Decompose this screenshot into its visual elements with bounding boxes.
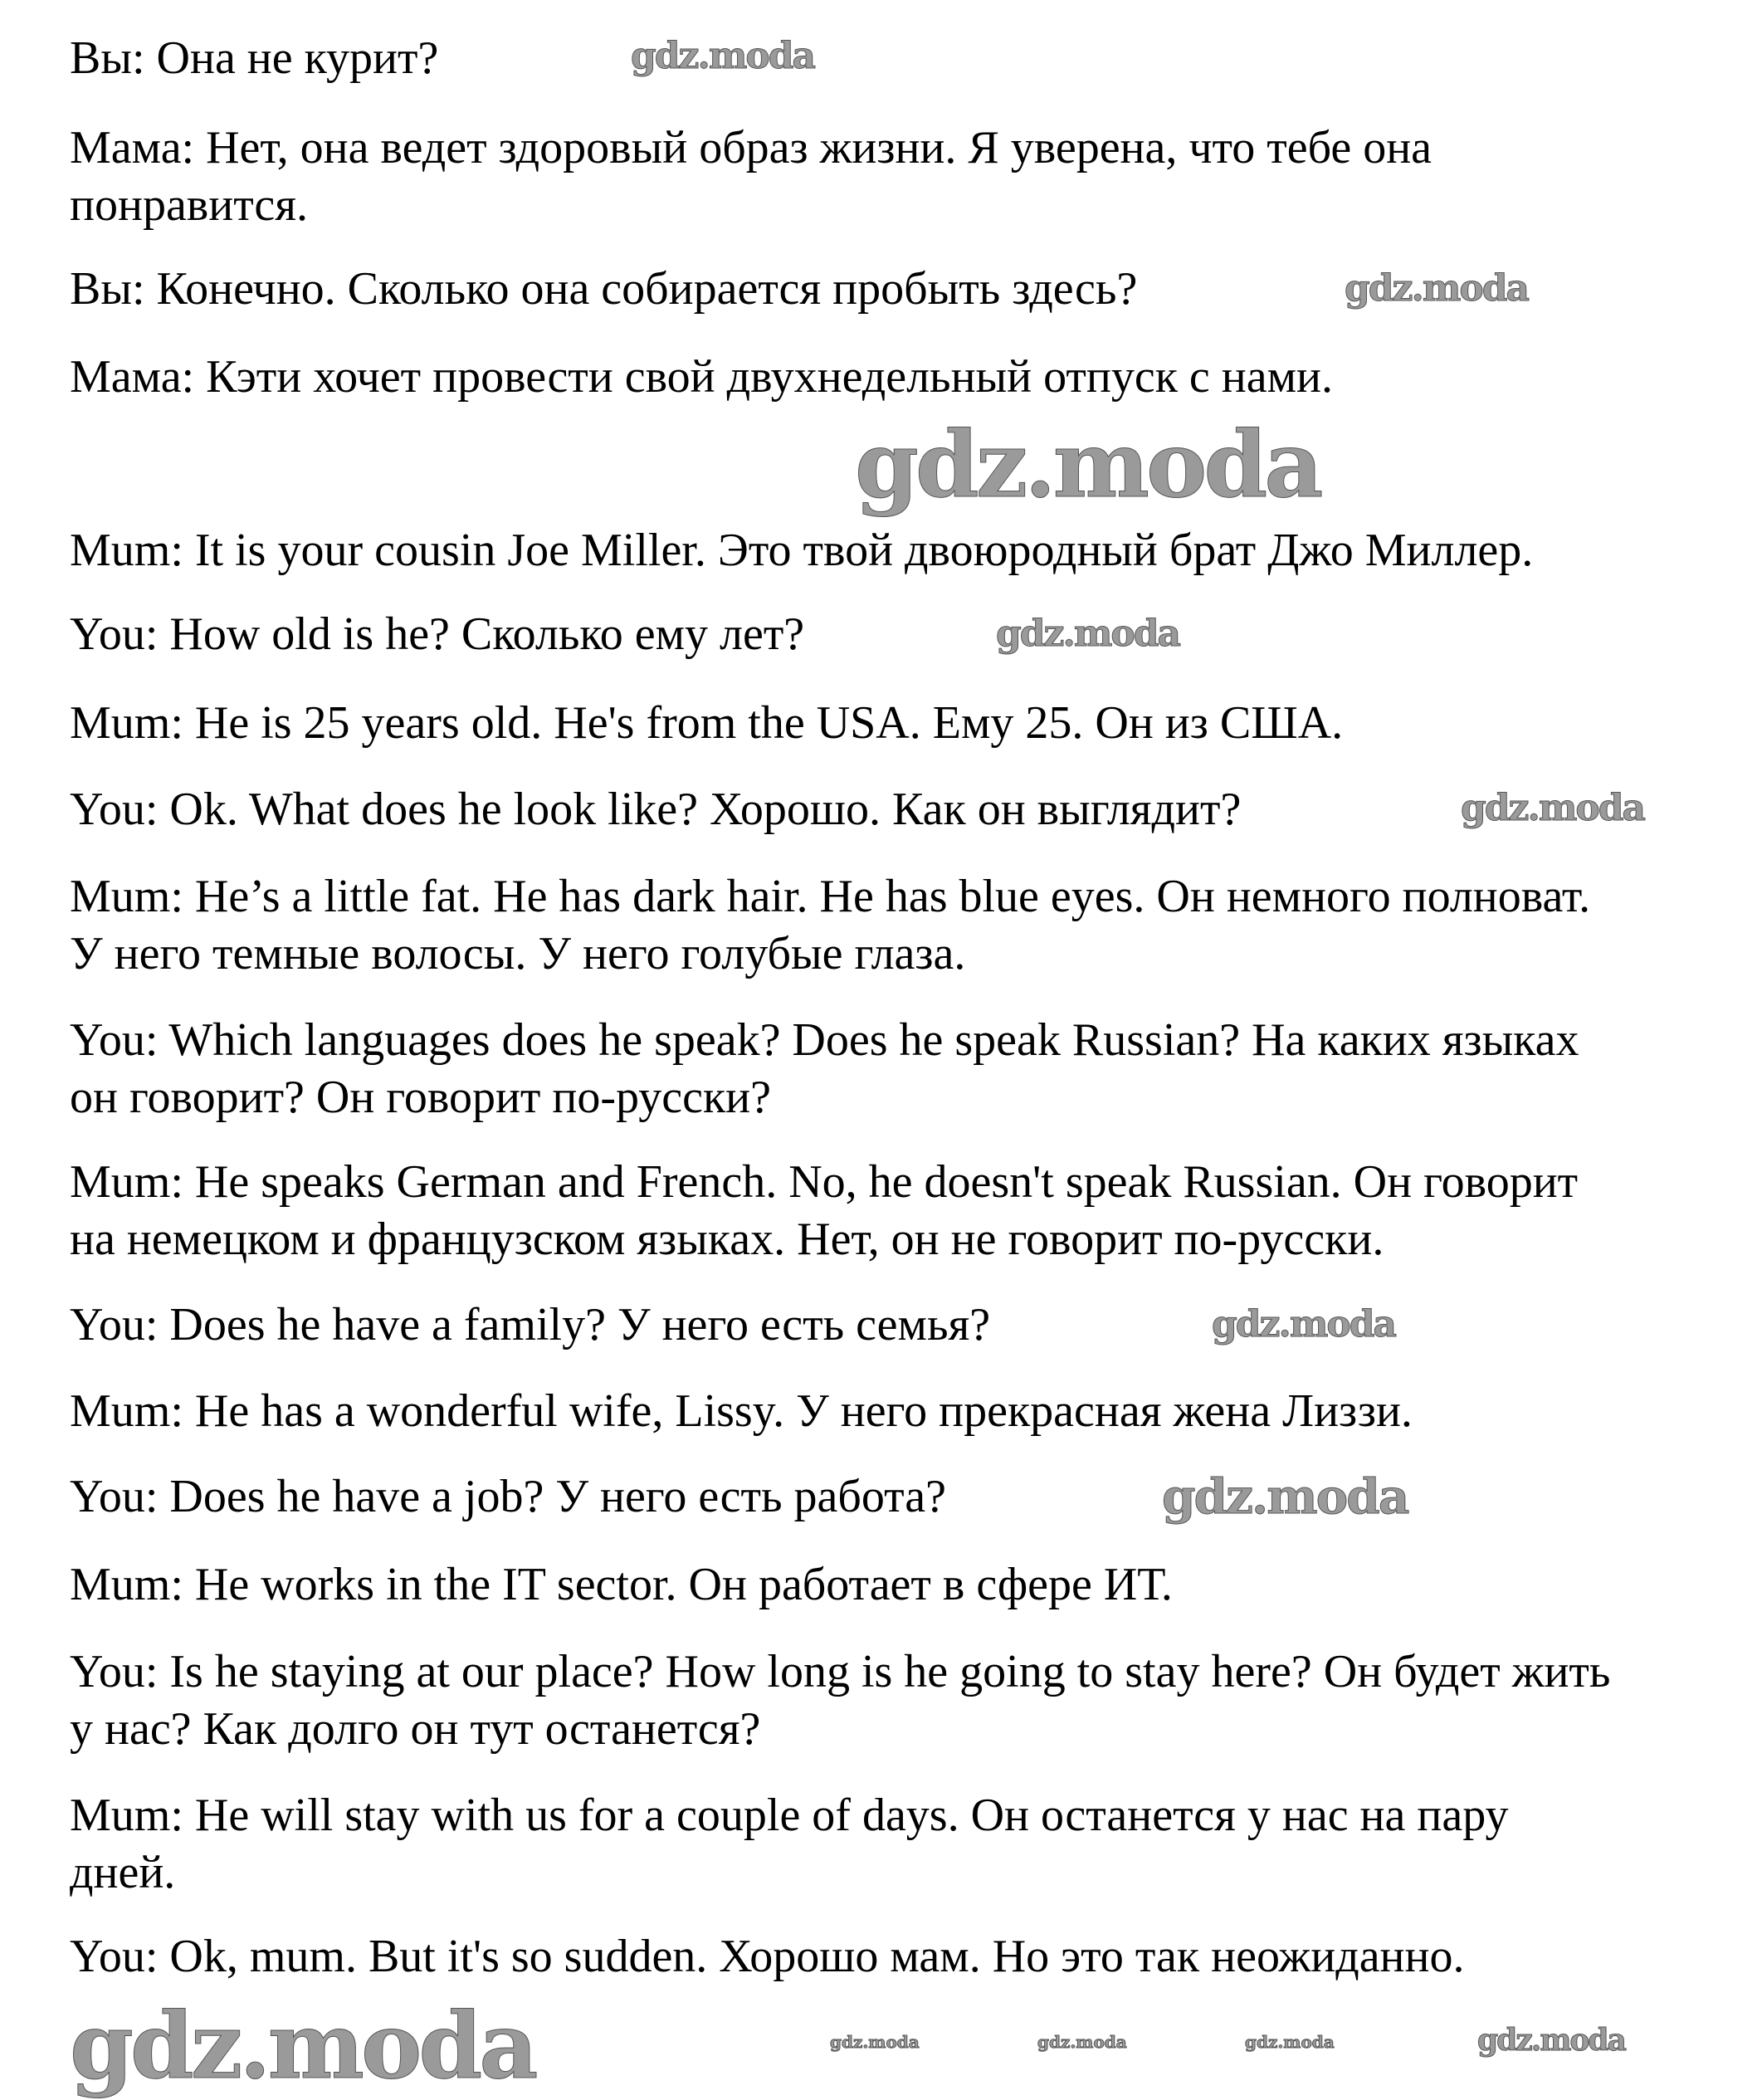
- text-line: Mum: He has a wonderful wife, Lissy. У него прекрасная жена Лиззи.: [70, 1385, 1413, 1437]
- text-line: You: Does he have a job? У него есть работа?: [70, 1471, 946, 1522]
- text-line: You: Ok, mum. But it's so sudden. Хорошо мам. Но это так неожиданно.: [70, 1931, 1465, 1982]
- text-line: Мама: Нет, она ведет здоровый образ жизни. Я уверена, что тебе она: [70, 122, 1433, 173]
- text-line: You: How old is he? Сколько ему лет?: [70, 608, 805, 660]
- text-line: Вы: Конечно. Сколько она собирается пробыть здесь?: [70, 263, 1138, 315]
- text-line: Mum: He speaks German and French. No, he doesn't speak Russian. Он говорит: [70, 1156, 1579, 1208]
- watermark-logo: gdz.moda: [855, 411, 1320, 518]
- dialogue-line: [70, 1012, 1579, 1126]
- text-line: на немецком и французском языках. Нет, он не говорит по-русски.: [70, 1214, 1384, 1265]
- watermark-logo: gdz.moda: [1162, 1468, 1408, 1525]
- dialogue-line: [70, 868, 1590, 983]
- text-line: у нас? Как долго он тут останется?: [70, 1703, 761, 1755]
- dialogue-line: [70, 261, 1137, 318]
- dialogue-line: [70, 349, 1333, 406]
- text-line: Mum: He’s a little fat. He has dark hair. He has blue eyes. Он немного полноват.: [70, 871, 1591, 922]
- text-line: Мама: Кэти хочет провести свой двухнедельный отпуск с нами.: [70, 351, 1333, 403]
- text-line: дней.: [70, 1847, 176, 1898]
- text-line: Mum: He works in the IT sector. Он работает в сфере ИТ.: [70, 1559, 1173, 1610]
- dialogue-line: [70, 120, 1432, 234]
- watermark-logo: gdz.moda: [830, 2032, 920, 2052]
- dialogue-line: [70, 781, 1241, 838]
- text-line: Mum: It is your cousin Joe Miller. Это твой двоюродный брат Джо Миллер.: [70, 525, 1534, 576]
- text-line: понравится.: [70, 179, 308, 231]
- dialogue-line: [70, 606, 804, 663]
- dialogue-line: [70, 1643, 1610, 1758]
- dialogue-line: [70, 30, 438, 87]
- dialogue-line: [70, 1556, 1173, 1614]
- text-line: You: Does he have a family? У него есть семья?: [70, 1299, 991, 1350]
- watermark-logo: gdz.moda: [1212, 1303, 1396, 1345]
- dialogue-line: [70, 1928, 1465, 1985]
- watermark-logo: gdz.moda: [996, 613, 1180, 655]
- dialogue-line: [70, 1383, 1413, 1440]
- text-line: Вы: Она не курит?: [70, 32, 439, 84]
- dialogue-line: [70, 1787, 1508, 1902]
- text-line: У него темные волосы. У него голубые глаза.: [70, 928, 966, 979]
- dialogue-line: [70, 1154, 1578, 1268]
- text-line: You: Which languages does he speak? Does he speak Russian? На каких языках: [70, 1014, 1579, 1066]
- dialogue-line: [70, 1297, 990, 1354]
- text-line: You: Ok. What does he look like? Хорошо. Как он выглядит?: [70, 784, 1242, 835]
- text-line: Mum: He is 25 years old. He's from the USA. Ему 25. Он из США.: [70, 697, 1344, 749]
- dialogue-line: [70, 522, 1533, 579]
- watermark-logo: gdz.moda: [1477, 2023, 1625, 2058]
- watermark-logo: gdz.moda: [1461, 787, 1645, 829]
- text-line: You: Is he staying at our place? How long is he going to stay here? Он будет жить: [70, 1646, 1611, 1697]
- watermark-logo: gdz.moda: [70, 1992, 535, 2099]
- watermark-logo: gdz.moda: [631, 35, 815, 77]
- dialogue-line: [70, 695, 1343, 752]
- text-line: Mum: He will stay with us for a couple of days. Он останется у нас на пару: [70, 1790, 1509, 1841]
- watermark-logo: gdz.moda: [1245, 2032, 1335, 2052]
- dialogue-line: [70, 1468, 946, 1526]
- watermark-logo: gdz.moda: [1345, 267, 1529, 310]
- watermark-logo: gdz.moda: [1037, 2032, 1127, 2052]
- text-line: он говорит? Он говорит по-русски?: [70, 1072, 772, 1123]
